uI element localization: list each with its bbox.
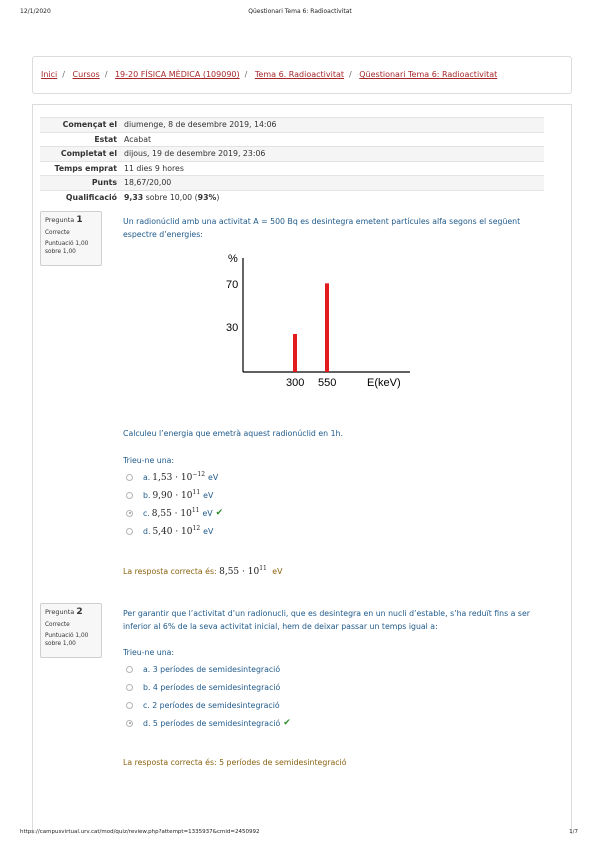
summary-value: dijous, 19 de desembre 2019, 23:06 [124, 149, 266, 159]
option-unit: eV [203, 526, 214, 536]
breadcrumb-quiz-link[interactable]: Qüestionari Tema 6: Radioactivitat [359, 70, 498, 79]
grade-value: 9,33 [124, 193, 144, 202]
question-1-correct-answer [123, 565, 282, 577]
math-exponent: 11 [259, 565, 267, 572]
breadcrumb-container [32, 56, 572, 94]
answer-value: 5 períodes de semidesintegració [219, 758, 347, 767]
y-tick-label-30: 30 [226, 322, 239, 334]
question-2-option-a[interactable] [126, 662, 280, 676]
print-url: https://campusvirtual.urv.cat/mod/quiz/review.php?attempt=1335937&cmid=2450992 [20, 829, 260, 835]
bar-550 [325, 283, 329, 372]
print-title: Qüestionari Tema 6: Radioactivitat [248, 8, 352, 15]
breadcrumb-topic-link[interactable]: Tema 6. Radioactivitat [254, 70, 345, 79]
question-1-text: Un radionúclid amb una activitat A = 500 Bq es desintegra emetent partícules alfa segons el següent espectre d’energies: [123, 217, 521, 239]
question-mark-max: sobre 1,00 [45, 640, 76, 647]
radio-button[interactable] [126, 474, 133, 481]
print-page-number: 1/7 [569, 829, 578, 835]
summary-label: Punts [91, 178, 117, 188]
question-mark: Puntuació 1,00 [45, 241, 89, 248]
quiz-review-panel [32, 104, 572, 834]
option-unit: eV [208, 472, 219, 482]
checkmark-icon: ✔ [283, 718, 291, 728]
question-2-text: Per garantir que l’activitat d’un radionucli, que es desintegra en un nucli d’estable, s’ha reduït fins a ser inferior al 6% de la seva activitat inicial, hem de deixar passar un temps igual a: [123, 609, 530, 631]
grade-out-of: sobre 10,00 ( [143, 193, 198, 202]
x-tick-label-300: 300 [286, 377, 305, 389]
question-1-choose-prompt: Trieu-ne una: [123, 456, 175, 465]
answer-label: La resposta correcta és: [123, 758, 220, 767]
radio-button[interactable] [126, 492, 133, 499]
radio-button[interactable] [126, 684, 133, 691]
grade-percent: 93% [197, 193, 217, 202]
option-letter: b. [143, 490, 151, 500]
option-math [152, 525, 200, 537]
summary-label: Començat el [62, 120, 117, 130]
x-tick-label-550: 550 [318, 377, 337, 389]
question-1-info [40, 211, 102, 266]
x-axis-label: E(keV) [367, 377, 401, 389]
math-exponent: 11 [192, 489, 201, 496]
math-mantissa: 1,53 · 10 [152, 473, 193, 483]
answer-label: La resposta correcta és: [123, 567, 220, 576]
math-exponent: 12 [192, 525, 201, 532]
question-label: Pregunta [45, 216, 75, 224]
question-1-option-b[interactable] [126, 488, 213, 502]
breadcrumb-courses-link[interactable]: Cursos [72, 70, 100, 79]
summary-value: 18,67/20,00 [124, 178, 172, 188]
question-2-correct-answer [123, 758, 347, 767]
radio-button-selected[interactable] [126, 510, 133, 517]
option-math [152, 471, 205, 483]
math-mantissa: 8,55 · 10 [219, 567, 260, 577]
summary-row-time [40, 161, 544, 176]
question-1-option-a[interactable] [126, 470, 218, 484]
option-letter: d. [143, 526, 151, 536]
math-exponent: 11 [191, 507, 200, 514]
summary-row-marks [40, 176, 544, 191]
question-state: Correcte [45, 621, 70, 628]
question-1-option-d[interactable] [126, 524, 213, 538]
radio-button-selected[interactable] [126, 720, 133, 727]
question-2-info [40, 603, 102, 658]
question-state: Correcte [45, 229, 70, 236]
option-math [152, 489, 200, 501]
option-unit: eV [202, 508, 213, 518]
question-label: Pregunta [45, 608, 75, 616]
option-letter: a. [143, 472, 151, 482]
summary-label: Temps emprat [54, 163, 117, 173]
question-2-option-c[interactable] [126, 698, 280, 712]
question-1-option-c[interactable] [126, 506, 223, 520]
attempt-summary-table [40, 117, 544, 205]
summary-row-state [40, 132, 544, 147]
breadcrumb-home-link[interactable]: Inici [41, 70, 58, 79]
question-1-prompt-text: Calculeu l’energia que emetrà aquest radionúclid en 1h. [123, 429, 343, 438]
breadcrumb: Inici / Cursos / 19-20 FÍSICA MÈDICA (109090) / Tema 6. Radioactivitat / Qüestionari Tema 6: Radioactivitat [41, 70, 498, 79]
question-2-option-b[interactable] [126, 680, 280, 694]
breadcrumb-course-link[interactable]: 19-20 FÍSICA MÈDICA (109090) [114, 70, 240, 79]
answer-math [219, 567, 267, 577]
radio-button[interactable] [126, 666, 133, 673]
print-date: 12/1/2020 [20, 8, 51, 15]
question-mark-max: sobre 1,00 [45, 248, 76, 255]
option-label: c. 2 períodes de semidesintegració [143, 700, 280, 710]
answer-unit: eV [269, 567, 283, 576]
option-letter: c. [143, 508, 150, 518]
question-2-choose-prompt: Trieu-ne una: [123, 648, 175, 657]
summary-row-started [40, 118, 544, 133]
math-mantissa: 8,55 · 10 [151, 509, 192, 519]
question-number: 2 [76, 607, 83, 617]
bar-300 [293, 334, 297, 372]
y-axis-label: % [228, 253, 238, 265]
energy-spectrum-chart [220, 248, 420, 393]
summary-label: Completat el [60, 149, 117, 159]
question-number: 1 [76, 215, 83, 225]
summary-row-completed [40, 147, 544, 162]
grade-close: ) [216, 193, 220, 202]
summary-label: Qualificació [65, 193, 117, 202]
summary-value: diumenge, 8 de desembre 2019, 14:06 [124, 120, 277, 130]
math-exponent: −12 [192, 471, 206, 478]
option-label: b. 4 períodes de semidesintegració [143, 682, 281, 692]
option-math [152, 507, 200, 519]
summary-value: Acabat [124, 134, 152, 144]
y-tick-label-70: 70 [226, 279, 239, 291]
summary-row-grade [40, 190, 544, 205]
radio-button[interactable] [126, 528, 133, 535]
math-mantissa: 9,90 · 10 [152, 491, 193, 501]
option-unit: eV [203, 490, 214, 500]
checkmark-icon: ✔ [215, 508, 224, 518]
summary-value: 11 dies 9 hores [124, 163, 184, 173]
summary-label: Estat [94, 134, 117, 144]
option-label: d. 5 períodes de semidesintegració [143, 718, 281, 728]
summary-value [123, 190, 544, 205]
option-label: a. 3 períodes de semidesintegració [143, 664, 281, 674]
radio-button[interactable] [126, 702, 133, 709]
question-2-option-d[interactable] [126, 716, 291, 730]
question-mark: Puntuació 1,00 [45, 633, 89, 640]
math-mantissa: 5,40 · 10 [152, 527, 193, 537]
